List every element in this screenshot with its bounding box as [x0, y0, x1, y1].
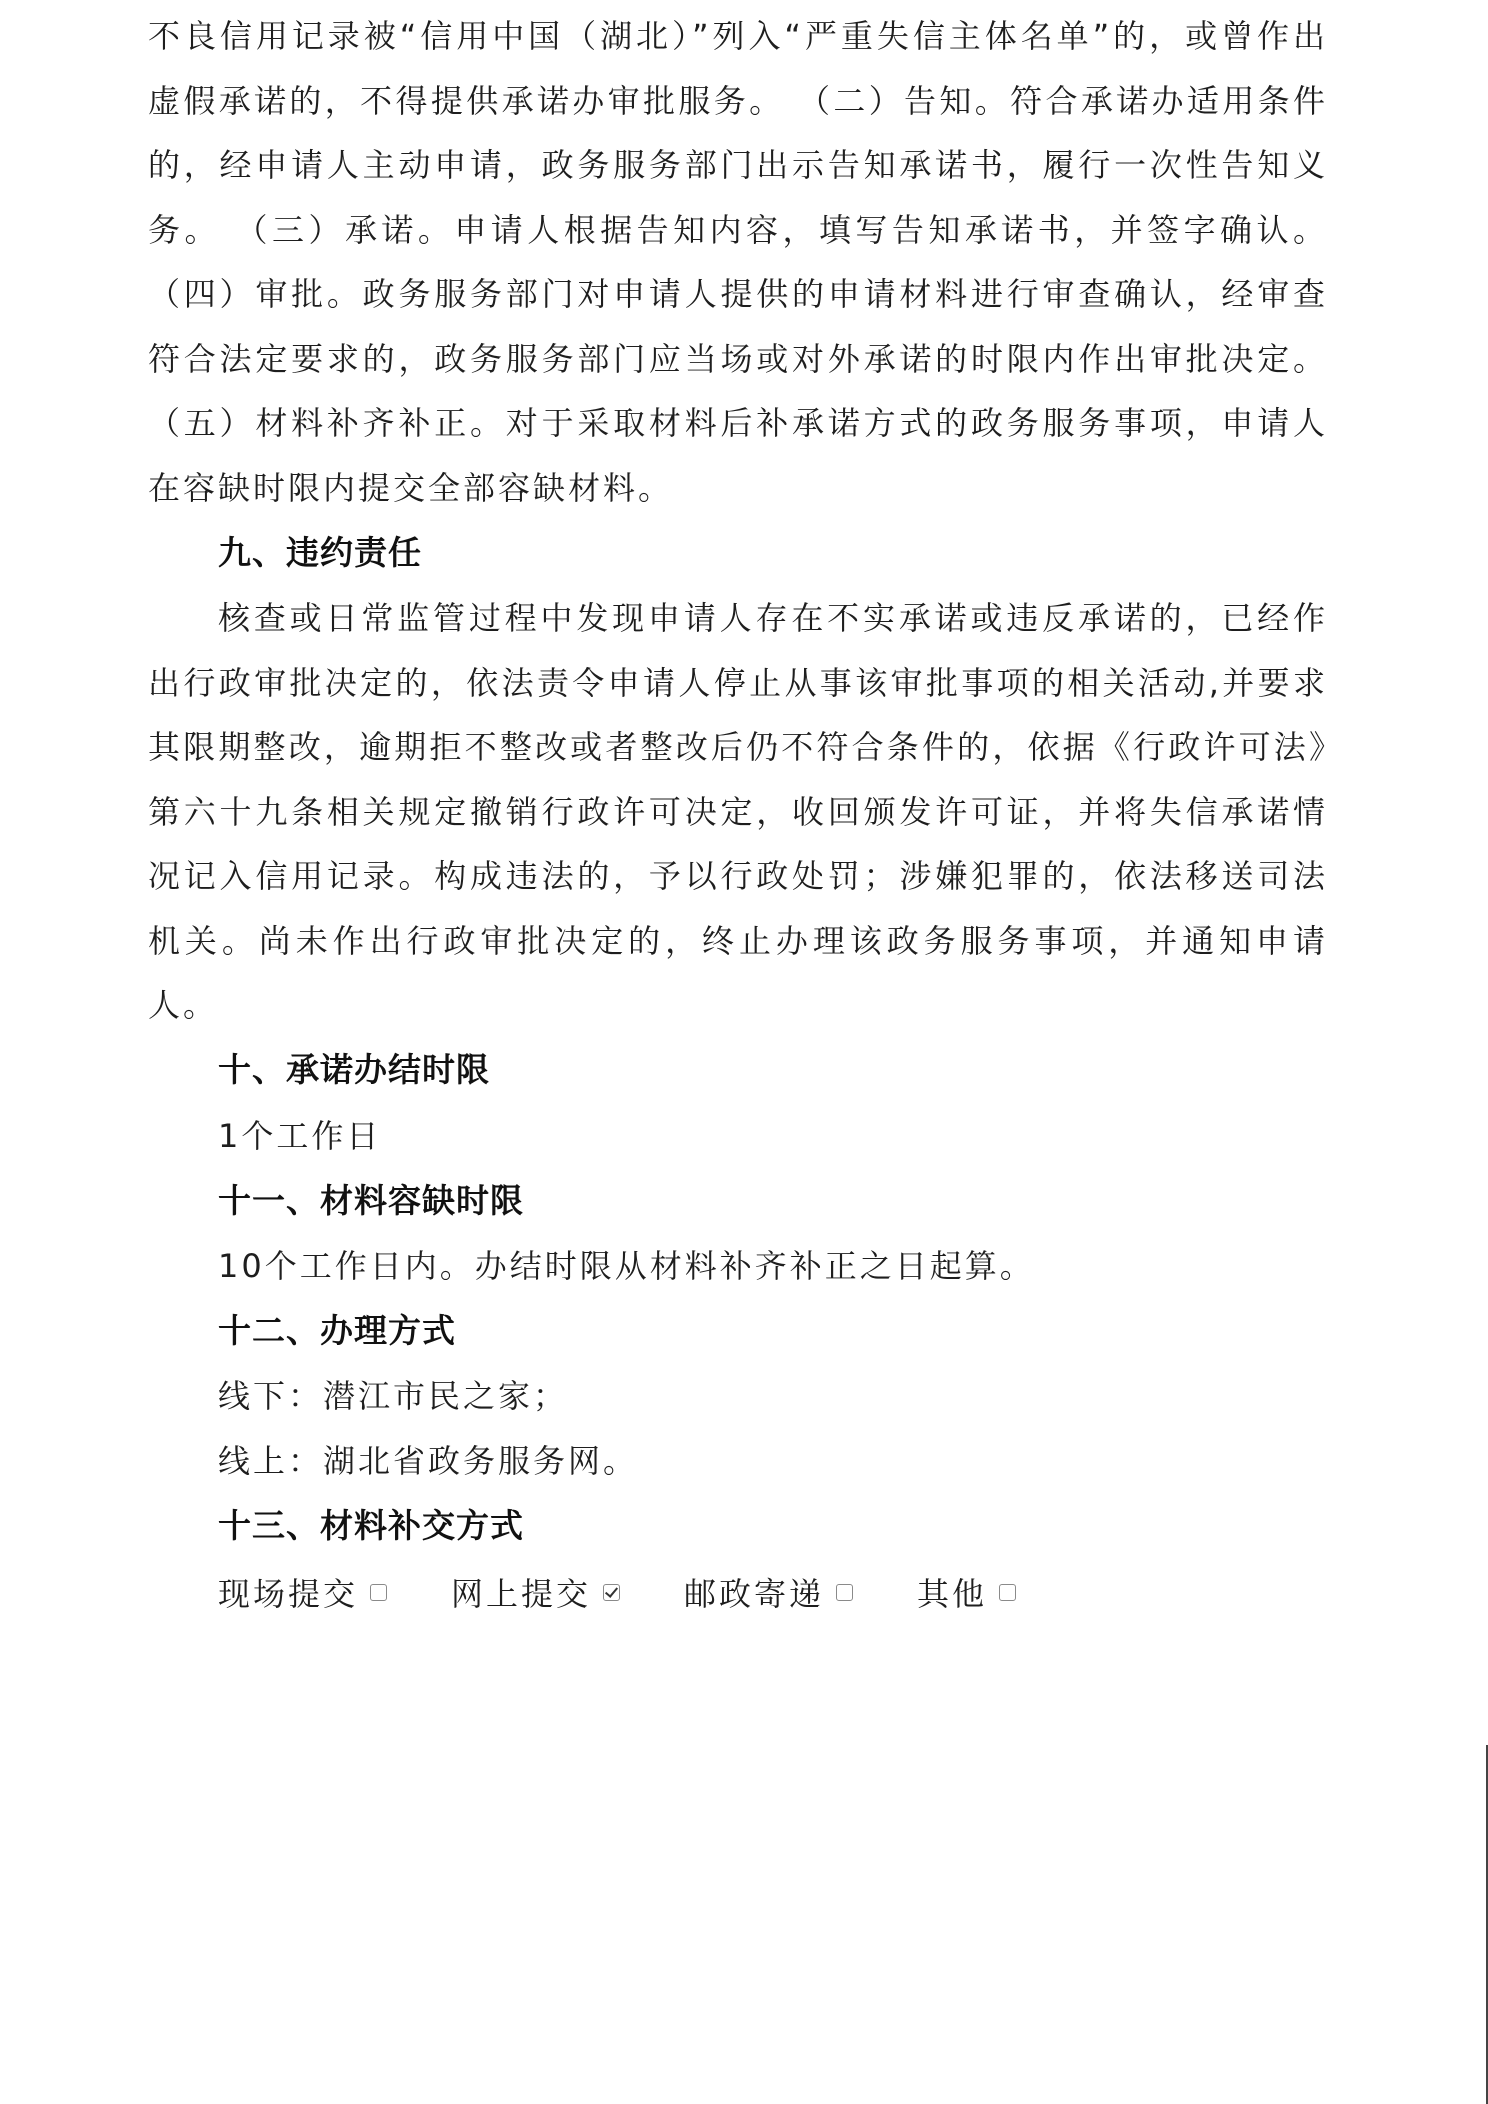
section-10-heading: 十、承诺办结时限 — [218, 1050, 490, 1089]
submission-options — [218, 1567, 1080, 1617]
option-other-checkbox[interactable] — [999, 1584, 1016, 1601]
online-method: 线上：湖北省政务服务网。 — [218, 1442, 639, 1480]
section-13-heading: 十三、材料补交方式 — [218, 1506, 524, 1545]
option-postal — [684, 1569, 853, 1615]
option-onsite-checkbox[interactable] — [370, 1584, 387, 1601]
section-11-heading: 十一、材料容缺时限 — [218, 1181, 524, 1220]
option-onsite — [218, 1569, 387, 1615]
offline-method: 线下：潜江市民之家； — [218, 1377, 569, 1415]
section-12-heading: 十二、办理方式 — [218, 1311, 456, 1350]
option-online — [451, 1569, 620, 1615]
option-postal-label: 邮政寄递 — [684, 1575, 825, 1613]
option-online-checkbox[interactable] — [603, 1584, 620, 1601]
intro-paragraph: 不良信用记录被“信用中国（湖北）”列入“严重失信主体名单”的，或曾作出虚假承诺的，不得提供承诺办审批服务。 （二）告知。符合承诺办适用条件的，经申请人主动申请，政务服务部门出示告知承诺书，履行一次性告知义务。 （三）承诺。申请人根据告知内容，填写告知承诺书，并签字确认。 （四）审批。政务服务部门对申请人提供的申请材料进行审查确认，经审查符合法定要求的，政务服务部门应当场或对外承诺的时限内作出审批决定。 （五）材料补齐补正。对于采取材料后补承诺方式的政务服务事项，申请人在容缺时限内提交全部容缺材料。 — [148, 17, 1328, 507]
option-postal-checkbox[interactable] — [836, 1584, 853, 1601]
option-online-label: 网上提交 — [451, 1575, 592, 1613]
option-other-label: 其他 — [917, 1575, 988, 1613]
section-10-body: 1个工作日 — [218, 1117, 382, 1155]
option-onsite-label: 现场提交 — [218, 1575, 359, 1613]
option-other — [917, 1569, 1016, 1615]
section-9-body: 核查或日常监管过程中发现申请人存在不实承诺或违反承诺的，已经作出行政审批决定的，依法责令申请人停止从事该审批事项的相关活动,并要求其限期整改，逾期拒不整改或者整改后仍不符合条件的，依据《行政许可法》第六十九条相关规定撤销行政许可决定，收回颁发许可证，并将失信承诺情况记入信用记录。构成违法的，予以行政处罚；涉嫌犯罪的，依法移送司法机关。尚未作出行政审批决定的，终止办理该政务服务事项，并通知申请人。 — [148, 599, 1328, 1024]
section-11-body: 10个工作日内。办结时限从材料补齐补正之日起算。 — [218, 1247, 1035, 1285]
section-9-heading: 九、违约责任 — [218, 533, 422, 572]
